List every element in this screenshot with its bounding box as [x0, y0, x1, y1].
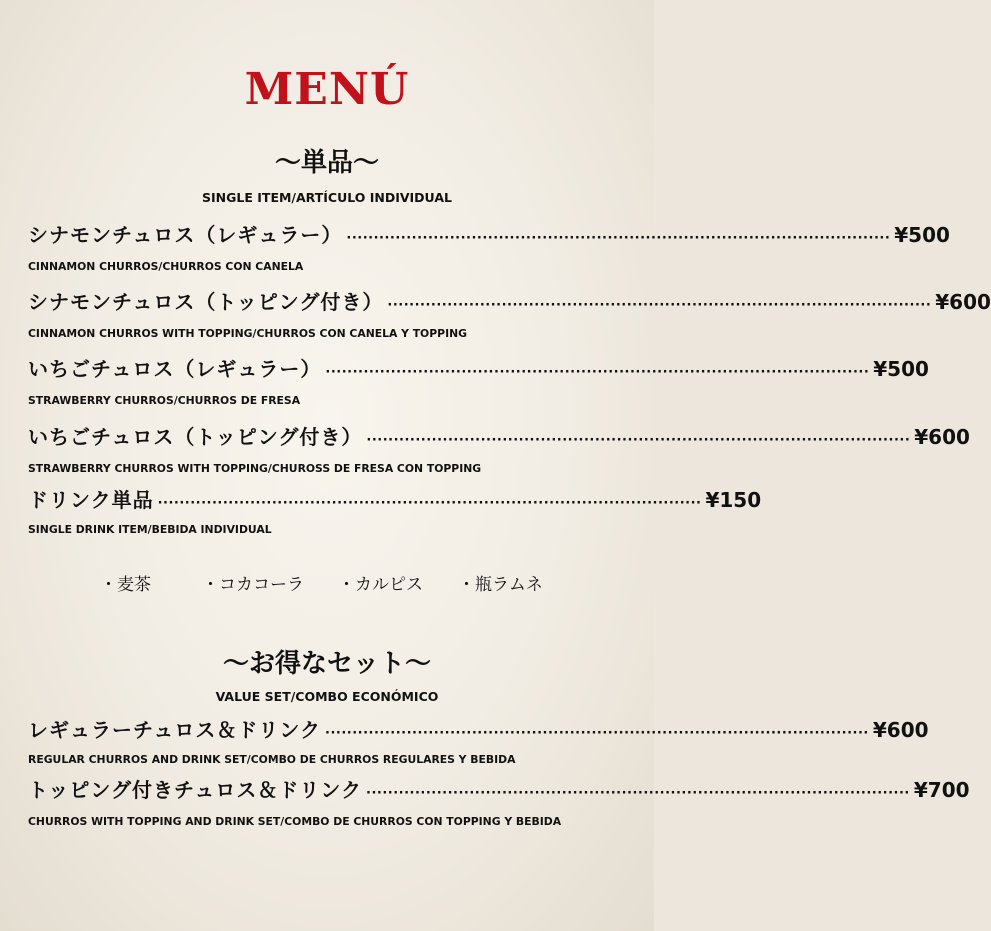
- dot-leader: ····································································································: [325, 365, 870, 380]
- item-translation: CHURROS WITH TOPPING AND DRINK SET/COMBO DE CHURROS CON TOPPING Y BEBIDA: [28, 815, 562, 828]
- drink-item: ・コカコーラ: [202, 575, 304, 595]
- item-translation: STRAWBERRY CHURROS/CHURROS DE FRESA: [28, 394, 301, 407]
- item-name: いちごチュロス（トッピング付き）: [28, 425, 363, 449]
- item-price: ¥600: [935, 290, 991, 314]
- dot-leader: ····································································································: [325, 726, 869, 741]
- item-price: ¥150: [705, 488, 762, 512]
- drink-list: [100, 570, 600, 595]
- item-price: ¥500: [894, 223, 950, 247]
- drink-item: ・麦茶: [100, 575, 151, 595]
- dot-leader: ····································································································: [366, 433, 911, 448]
- menu-title: MENÚ: [244, 64, 410, 115]
- item-name: トッピング付きチュロス＆ドリンク: [28, 778, 362, 802]
- item-price: ¥500: [873, 357, 929, 381]
- item-translation: CINNAMON CHURROS WITH TOPPING/CHURROS CON CANELA Y TOPPING: [28, 327, 467, 340]
- dot-leader: ····································································································: [387, 298, 932, 313]
- item-price: ¥600: [872, 718, 929, 742]
- menu-item-row: [28, 421, 970, 450]
- drink-item: ・瓶ラムネ: [458, 575, 543, 595]
- menu-item-row: [28, 484, 762, 513]
- item-translation: STRAWBERRY CHURROS WITH TOPPING/CHUROSS DE FRESA CON TOPPING: [28, 462, 482, 475]
- set-section-subheading: VALUE SET/COMBO ECONÓMICO: [215, 689, 439, 704]
- item-name: いちごチュロス（レギュラー）: [28, 357, 322, 381]
- drink-item: ・カルピス: [338, 575, 423, 595]
- item-translation: SINGLE DRINK ITEM/BEBIDA INDIVIDUAL: [28, 523, 272, 536]
- item-price: ¥700: [913, 778, 970, 802]
- item-translation: REGULAR CHURROS AND DRINK SET/COMBO DE CHURROS REGULARES Y BEBIDA: [28, 753, 516, 766]
- dot-leader: ····································································································: [157, 496, 702, 511]
- item-name: レギュラーチュロス＆ドリンク: [28, 718, 321, 742]
- menu-item-row: [28, 353, 929, 382]
- item-price: ¥600: [914, 425, 970, 449]
- menu-item-row: [28, 219, 950, 248]
- single-section-subheading: SINGLE ITEM/ARTÍCULO INDIVIDUAL: [202, 190, 452, 205]
- item-name: ドリンク単品: [28, 488, 154, 512]
- menu-item-row: [28, 774, 970, 803]
- dot-leader: ····································································································: [346, 231, 891, 246]
- item-translation: CINNAMON CHURROS/CHURROS CON CANELA: [28, 260, 304, 273]
- single-section-heading: 〜単品〜: [274, 148, 379, 178]
- item-name: シナモンチュロス（レギュラー）: [28, 223, 343, 247]
- set-section-heading: 〜お得なセット〜: [222, 649, 431, 679]
- menu-item-row: [28, 714, 929, 743]
- item-name: シナモンチュロス（トッピング付き）: [28, 290, 384, 314]
- menu-item-row: [28, 286, 991, 315]
- dot-leader: ····································································································: [366, 786, 910, 801]
